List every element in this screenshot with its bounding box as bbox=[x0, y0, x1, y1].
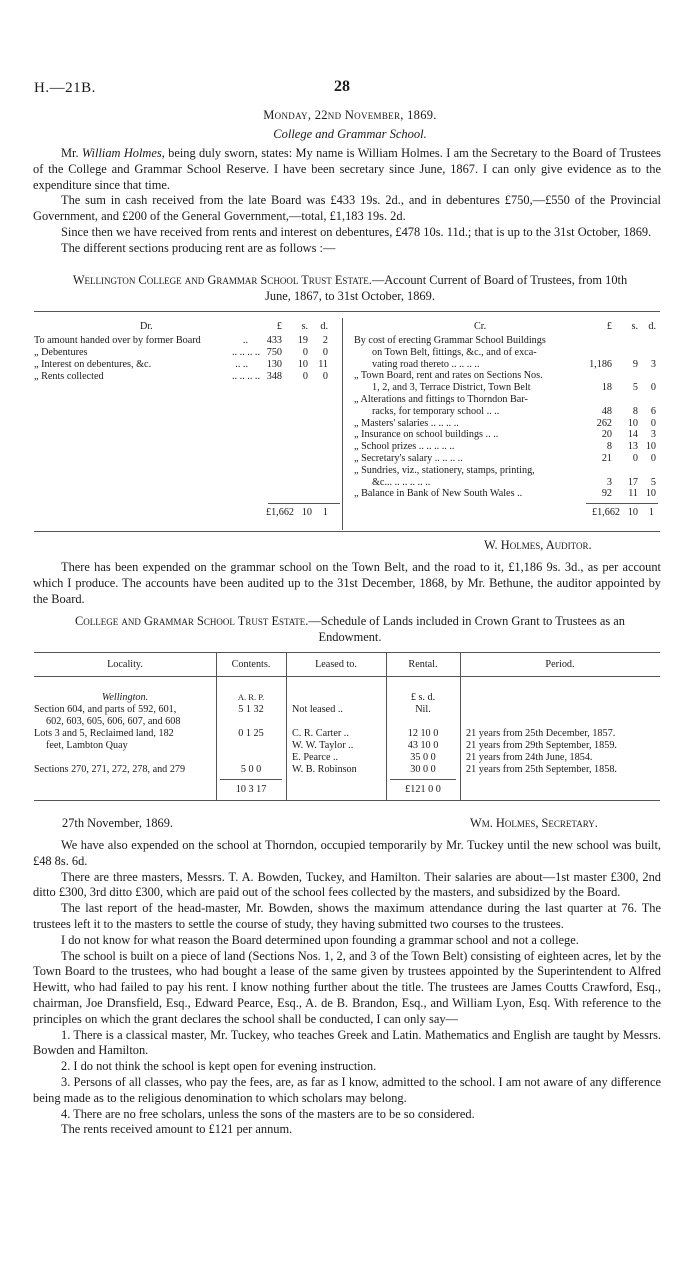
period-cell: 21 years from 25th December, 1857. bbox=[466, 728, 616, 740]
closing-paragraph: There are three masters, Messrs. T. A. Bowden, Tuckey, and Hamilton. Their salaries are about—1st master £300, 2nd ditto £300, 3rd ditto £300, which are paid out of the school fees collected by the masters, and subsidized by the Board. bbox=[33, 869, 661, 900]
rental-total: £121 0 0 bbox=[405, 784, 441, 795]
locality-cell: Lots 3 and 5, Reclaimed land, 182 bbox=[34, 728, 174, 740]
cr-row-pounds: 21 bbox=[601, 453, 612, 464]
dr-row-pounds: 750 bbox=[266, 347, 282, 358]
cr-row-pounds: 20 bbox=[601, 429, 612, 441]
dr-row-shillings: 10 bbox=[297, 359, 308, 370]
rental-cell: 35 0 0 bbox=[410, 751, 436, 763]
dr-row-label: „ Rents collected bbox=[34, 371, 104, 382]
schedule-col-rule-2 bbox=[286, 652, 287, 800]
schedule-title: College and Grammar School Trust Estate.—Schedule of Lands included in Crown Grant to Trustees as an Endowment. bbox=[75, 614, 625, 644]
cr-row-shillings: 13 bbox=[627, 441, 638, 453]
intro-paragraph-1: Mr. William Holmes, being duly sworn, states: My name is William Holmes. I am the Secretary to the Board of Trustees of the College and Grammar School Reserve. I have been secretary since June, 1867. I can only give evidence as to the expenditure since that time. bbox=[33, 146, 661, 192]
dr-row-shillings: 0 bbox=[302, 347, 308, 358]
dr-heading: Dr. bbox=[140, 321, 153, 332]
locality-cell: Section 604, and parts of 592, 601, bbox=[34, 704, 177, 715]
cr-row-shillings: 8 bbox=[632, 405, 638, 417]
period-cell: 21 years from 25th September, 1858. bbox=[466, 763, 617, 775]
dr-row-pence: 0 bbox=[322, 347, 328, 358]
closing-text bbox=[33, 838, 661, 1138]
rental-cell: 30 0 0 bbox=[410, 763, 436, 775]
cr-row-label: „ Insurance on school buildings .. .. bbox=[354, 429, 499, 441]
col-leased-head: Leased to. bbox=[315, 659, 357, 670]
rental-cell: 43 10 0 bbox=[407, 739, 439, 751]
schedule-top-rule bbox=[34, 652, 660, 653]
schedule-col-rule-3 bbox=[386, 652, 387, 800]
closing-paragraph: 1. There is a classical master, Mr. Tuckey, who teaches Greek and Latin. Mathematics and English are taught by Messrs. Bowden and Hamilton. bbox=[33, 1027, 661, 1058]
middle-text bbox=[33, 560, 661, 607]
locality-cell: 602, 603, 605, 606, 607, and 608 bbox=[46, 715, 181, 727]
contents-total: 10 3 17 bbox=[235, 784, 267, 795]
col-period-head: Period. bbox=[545, 659, 575, 670]
closing-paragraph: The last report of the head-master, Mr. Bowden, shows the maximum attendance during the last quarter at 76. The trustees left it to the masters to settle the course of study, they having submitted two courses to the trustees. bbox=[33, 901, 661, 931]
cr-row-shillings: 14 bbox=[627, 429, 638, 441]
intro-text bbox=[33, 146, 661, 257]
cr-row-label: „ Alterations and fittings to Thorndon Bar- bbox=[354, 394, 528, 405]
cr-row-pence: 0 bbox=[650, 453, 656, 464]
dr-row-pence: 11 bbox=[318, 359, 328, 370]
auditor-signature: W. Holmes, Auditor. bbox=[484, 538, 592, 552]
contents-cell: 0 1 25 bbox=[238, 728, 264, 740]
cr-row-pounds: 8 bbox=[606, 441, 612, 453]
cr-row-label: „ School prizes .. .. .. .. .. bbox=[354, 441, 455, 453]
col-contents-head: Contents. bbox=[231, 659, 271, 670]
schedule-col-rule-1 bbox=[216, 652, 217, 800]
dr-row-pence: 0 bbox=[322, 371, 328, 382]
closing-paragraph: 2. I do not think the school is kept open for evening instruction. bbox=[61, 1059, 377, 1074]
period-cell: 21 years from 29th September, 1859. bbox=[466, 739, 617, 751]
intro-paragraph-4: The different sections producing rent are as follows :— bbox=[61, 240, 336, 255]
cr-row-pence: 5 bbox=[650, 476, 656, 488]
lessee-cell: W. B. Robinson bbox=[292, 763, 357, 775]
dr-total-rule bbox=[268, 503, 340, 504]
cr-row-shillings: 0 bbox=[632, 453, 638, 464]
cr-row-label: „ Balance in Bank of New South Wales .. bbox=[354, 488, 523, 500]
dr-row-label: To amount handed over by former Board bbox=[34, 335, 201, 346]
dr-total-pounds: £1,662 bbox=[265, 507, 294, 518]
account-title: Wellington College and Grammar School Trust Estate.—Account Current of Board of Trustees, from 10th June, 1867, to 31st October, 1869. bbox=[72, 273, 628, 303]
contents-units: A. R. P. bbox=[237, 692, 265, 702]
period-cell: 21 years from 24th June, 1854. bbox=[466, 751, 593, 763]
locality-cell: Sections 270, 271, 272, 278, and 279 bbox=[34, 763, 186, 775]
rental-units: £ s. d. bbox=[410, 692, 436, 703]
lessee-cell: Not leased .. bbox=[292, 704, 343, 715]
place-name: Wellington. bbox=[101, 692, 149, 703]
cr-row-label: &c... .. .. .. .. .. bbox=[372, 476, 431, 488]
lessee-cell: W. W. Taylor .. bbox=[292, 739, 354, 751]
cr-total-shillings: 10 bbox=[627, 507, 638, 518]
dr-row-dots: .. .. .. .. bbox=[232, 371, 261, 382]
cr-row-pounds: 92 bbox=[601, 488, 612, 500]
closing-paragraph: 3. Persons of all classes, who pay the fees, are, as far as I know, admitted to the school. I am not aware of any difference being made as to the religious denomination to which scholars may belong. bbox=[33, 1074, 661, 1105]
dr-row-dots: .. bbox=[242, 335, 248, 346]
rental-cell: Nil. bbox=[415, 704, 431, 715]
dr-row-label: „ Debentures bbox=[34, 347, 88, 358]
cr-row-pounds: 1,186 bbox=[589, 358, 612, 370]
session-subject: College and Grammar School. bbox=[273, 127, 427, 141]
rental-total-rule bbox=[390, 779, 456, 780]
schedule-date: 27th November, 1869. bbox=[62, 816, 174, 830]
cr-row-label: vating road thereto .. .. .. .. bbox=[372, 358, 480, 370]
report-reference: H.—21B. bbox=[34, 80, 96, 96]
cr-row-label: 1, 2, and 3, Terrace District, Town Belt bbox=[372, 382, 531, 394]
dr-row-shillings: 19 bbox=[297, 335, 308, 346]
rental-cell: 12 10 0 bbox=[407, 728, 439, 740]
cr-row-pence: 3 bbox=[650, 358, 656, 370]
cr-row-pence: 0 bbox=[650, 382, 656, 394]
cr-row-shillings: 11 bbox=[628, 488, 638, 500]
contents-cell: 5 0 0 bbox=[240, 763, 262, 775]
dr-row-dots: .. .. .. .. bbox=[232, 347, 261, 358]
col-locality-head: Locality. bbox=[107, 659, 143, 670]
col-rental-head: Rental. bbox=[408, 659, 438, 670]
secretary-signature: Wm. Holmes, Secretary. bbox=[470, 816, 598, 830]
cr-row-pounds: 18 bbox=[601, 382, 612, 394]
contents-total-rule bbox=[220, 779, 282, 780]
schedule-header-rule bbox=[34, 676, 660, 677]
cr-heading: Cr. bbox=[474, 321, 487, 332]
cr-row-label: „ Town Board, rent and rates on Sections Nos. bbox=[354, 370, 543, 382]
locality-cell: feet, Lambton Quay bbox=[46, 739, 128, 751]
cr-row-pence: 6 bbox=[650, 405, 656, 417]
contents-cell: 5 1 32 bbox=[238, 704, 264, 715]
lessee-cell: C. R. Carter .. bbox=[292, 728, 349, 740]
closing-paragraph: I do not know for what reason the Board determined upon founding a grammar school and not a college. bbox=[61, 932, 579, 947]
dr-row-pounds: 130 bbox=[266, 359, 282, 370]
dr-shilling-head: s. bbox=[301, 321, 308, 332]
page-number: 28 bbox=[334, 78, 350, 95]
cr-row-pounds: 262 bbox=[596, 417, 612, 429]
cr-row-pounds: 3 bbox=[606, 476, 612, 488]
cr-row-label: „ Sundries, viz., stationery, stamps, printing, bbox=[354, 464, 535, 476]
dr-row-shillings: 0 bbox=[302, 371, 308, 382]
schedule-col-rule-4 bbox=[460, 652, 461, 800]
dr-row-label: „ Interest on debentures, &c. bbox=[34, 359, 152, 370]
dr-row-dots: .. .. bbox=[235, 359, 248, 370]
cr-shilling-head: s. bbox=[631, 321, 638, 332]
witness-name: William Holmes bbox=[81, 146, 162, 160]
account-divider bbox=[342, 318, 343, 530]
dr-row-pence: 2 bbox=[322, 335, 328, 346]
lessee-cell: E. Pearce .. bbox=[292, 751, 339, 763]
closing-paragraph: 4. There are no free scholars, unless the sons of the masters are to be so considered. bbox=[61, 1106, 475, 1121]
session-date: Monday, 22nd November, 1869. bbox=[263, 108, 437, 122]
cr-row-label: „ Masters' salaries .. .. .. .. bbox=[354, 417, 459, 429]
cr-row-pounds: 48 bbox=[601, 405, 612, 417]
cr-row-pence: 0 bbox=[650, 417, 656, 429]
cr-row-pence: 10 bbox=[645, 441, 656, 453]
cr-row-label: on Town Belt, fittings, &c., and of exca- bbox=[372, 346, 537, 358]
cr-row-pence: 3 bbox=[650, 429, 656, 441]
cr-pence-head: d. bbox=[648, 321, 656, 332]
dr-row-pounds: 348 bbox=[266, 371, 282, 382]
cr-total-rule bbox=[586, 503, 658, 504]
closing-paragraph: The school is built on a piece of land (Sections Nos. 1, 2, and 3 of the Town Belt) consisting of eighteen acres, let by the Town Board to the trustees, who had bought a lease of the same given by trustees appointed by the Superintendent to Alfred Hewitt, who had failed to pay his rent. I know nothing further about the title. The trustees are James Coutts Crawford, Esq., chairman, Joe Dransfield, Esq., Edward Pearce, Esq., A. de B. Brandon, Esq., and William Lyon, Esq. With reference to the principles on which the grant declares the school shall be conducted, I can only say— bbox=[33, 948, 661, 1026]
schedule-bottom-rule bbox=[34, 800, 660, 801]
middle-paragraph: There has been expended on the grammar school on the Town Belt, and the road to it, £1,186 9s. 3d., as per account which I produce. The accounts have been audited up to the 31st December, 1868, by Mr. Bethune, the auditor appointed by the Board. bbox=[33, 560, 661, 606]
cr-row-pence: 10 bbox=[645, 488, 656, 500]
closing-paragraph: The rents received amount to £121 per annum. bbox=[61, 1122, 293, 1137]
dr-total-shillings: 10 bbox=[301, 507, 312, 518]
intro-paragraph-2: The sum in cash received from the late Board was £433 19s. 2d., and in debentures £750,—£550 of the Provincial Government, and £200 of the General Government,—total, £1,183 19s. 2d. bbox=[33, 193, 661, 224]
cr-row-shillings: 17 bbox=[627, 476, 638, 488]
account-top-rule bbox=[34, 311, 660, 312]
closing-paragraph: We have also expended on the school at Thorndon, occupied temporarily by Mr. Tuckey until the new school was built, £48 8s. 6d. bbox=[33, 838, 661, 868]
cr-row-label: By cost of erecting Grammar School Buildings bbox=[354, 335, 546, 346]
cr-row-shillings: 10 bbox=[627, 417, 638, 429]
dr-row-pounds: 433 bbox=[266, 335, 282, 346]
cr-row-shillings: 9 bbox=[632, 358, 638, 370]
intro-paragraph-3: Since then we have received from rents and interest on debentures, £478 10s. 11d.; that is up to the 31st October, 1869. bbox=[61, 224, 652, 239]
cr-total-pence: 1 bbox=[648, 507, 654, 518]
account-bottom-rule bbox=[34, 531, 660, 532]
cr-total-pounds: £1,662 bbox=[591, 507, 620, 518]
cr-row-label: racks, for temporary school .. .. bbox=[372, 405, 500, 417]
cr-pound-head: £ bbox=[606, 321, 612, 332]
cr-row-label: „ Secretary's salary .. .. .. .. bbox=[354, 453, 463, 464]
dr-total-pence: 1 bbox=[322, 507, 328, 518]
dr-pence-head: d. bbox=[320, 321, 328, 332]
cr-row-shillings: 5 bbox=[632, 382, 638, 394]
dr-pound-head: £ bbox=[276, 321, 282, 332]
